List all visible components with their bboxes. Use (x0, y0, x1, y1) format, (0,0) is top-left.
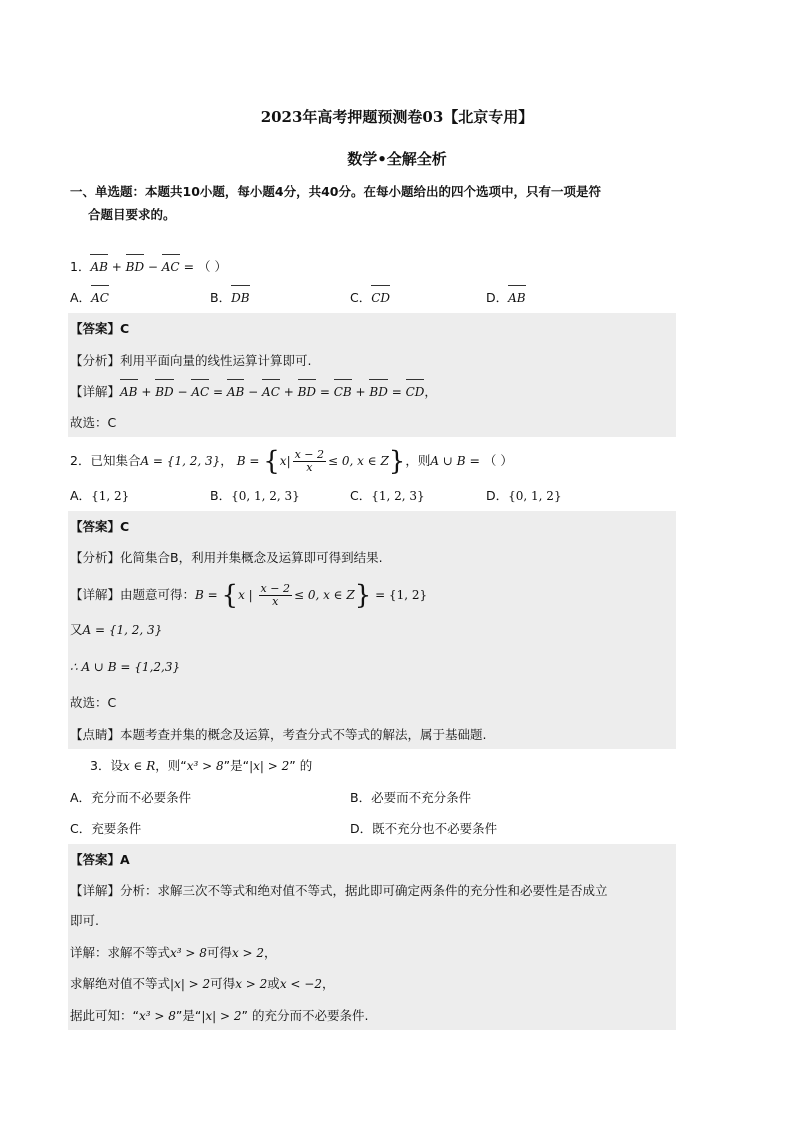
q2-therefore: ∴ A ∪ B = {1,2,3} (70, 660, 181, 674)
q1-option-c: C．CD (350, 287, 390, 309)
q2-set-a: A = {1, 2, 3} (140, 454, 221, 468)
q1-number: 1． (70, 259, 91, 274)
q3-option-c: C．充要条件 (70, 821, 142, 836)
section-line-1: 一、单选题：本题共10小题，每小题4分，共40分。在每小题给出的四个选项中，只有一项是符 (70, 184, 601, 199)
q2-analysis: 【分析】化简集合B，利用并集概念及运算即可得到结果. (70, 550, 383, 565)
q2-choose: 故选：C (70, 695, 117, 710)
question-3-options-row-2 (70, 818, 670, 840)
vec-ab: AB (90, 256, 107, 278)
question-3-options-row-1 (70, 787, 670, 809)
q2-option-a: A．{1, 2} (70, 488, 130, 503)
question-2-stem: 2．已知集合A = {1, 2, 3}， B = {x| $\frac{x - 2}{x}$ ≤ 0, x ∈ Z}，则A ∪ B = （ ） (70, 446, 513, 477)
q1-analysis: 【分析】利用平面向量的线性运算计算即可. (70, 353, 312, 368)
q3-detail-2: 即可. (70, 913, 99, 928)
q1-option-a: A．AC (70, 287, 109, 309)
q2-option-b: B．{0, 1, 2, 3} (210, 488, 300, 503)
question-2-options (70, 485, 670, 507)
q2-option-d: D．{0, 1, 2} (486, 488, 562, 503)
question-3-stem: 3．设x ∈ R，则“x³ > 8”是“|x| > 2” 的 (90, 758, 313, 773)
page-subtitle: 数学•全解全析 (347, 150, 447, 168)
q3-option-a: A．充分而不必要条件 (70, 790, 192, 805)
q3-solution-box (68, 844, 676, 1030)
q2-detail: 【详解】由题意可得：B = {x | $\frac{x - 2}{x}$ ≤ 0, x ∈ Z} = {1, 2} (70, 580, 428, 611)
q1-option-b: B．DB (210, 287, 250, 309)
page-title: 2023年高考押题预测卷03【北京专用】 (260, 108, 534, 126)
q3-detail-5: 据此可知：“x³ > 8”是“|x| > 2” 的充分而不必要条件. (70, 1008, 369, 1023)
q2-answer: 【答案】C (70, 519, 130, 534)
q1-option-d: D．AB (486, 287, 526, 309)
vec-bd: BD (126, 256, 144, 278)
question-1-options (70, 287, 670, 309)
q2-also: 又A = {1, 2, 3} (70, 622, 163, 637)
q2-comment: 【点睛】本题考查并集的概念及运算，考查分式不等式的解法，属于基础题. (70, 727, 487, 742)
q1-solution-box (68, 313, 676, 437)
q3-detail-1: 【详解】分析：求解三次不等式和绝对值不等式，据此即可确定两条件的充分性和必要性是否成立 (70, 883, 608, 898)
section-heading (70, 180, 680, 226)
q3-detail-4: 求解绝对值不等式|x| > 2可得x > 2或x < −2， (70, 976, 335, 991)
q1-tail: = （ ） (179, 259, 228, 274)
vec-ac: AC (162, 256, 180, 278)
q2-option-c: C．{1, 2, 3} (350, 488, 425, 503)
q1-detail: 【详解】AB + BD − AC = AB − AC + BD = CB + BD = CD， (70, 381, 437, 403)
q1-answer: 【答案】C (70, 321, 130, 336)
q3-option-b: B．必要而不充分条件 (350, 790, 472, 805)
section-line-2: 合题目要求的。 (88, 207, 176, 222)
question-1-stem: 1．AB + BD − AC = （ ） (70, 256, 227, 278)
q1-choose: 故选：C (70, 415, 117, 430)
q3-detail-3: 详解：求解不等式x³ > 8可得x > 2， (70, 945, 277, 960)
q3-answer: 【答案】A (70, 852, 130, 867)
q3-option-d: D．既不充分也不必要条件 (350, 821, 498, 836)
